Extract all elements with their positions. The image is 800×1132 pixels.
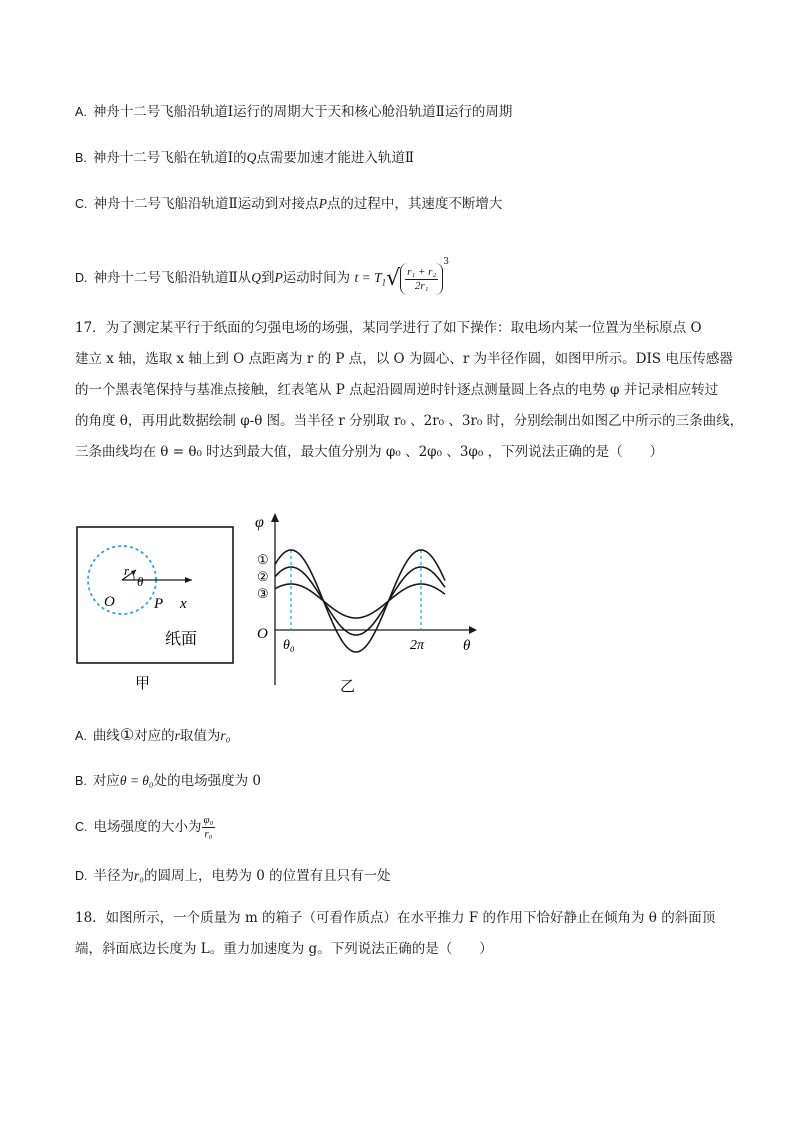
tick-theta0: θ₀ [283, 638, 295, 653]
origin-label: O [257, 626, 268, 642]
figure-jia [70, 520, 240, 695]
label-theta: θ [137, 574, 144, 589]
curve-label-3: ③ [257, 586, 269, 601]
axis-label-phi: φ [255, 514, 264, 531]
curve-label-2: ② [257, 569, 269, 584]
q16-option-b: B. 神舟十二号飞船在轨道Ⅰ的Q点需要加速才能进入轨道Ⅱ [75, 150, 415, 166]
curve-3 [275, 584, 445, 618]
tick-2pi: 2π [410, 638, 425, 653]
x-axis-arrow [469, 626, 477, 634]
label-O: O [104, 594, 115, 610]
q17-option-c: C. 电场强度的大小为 $\frac{\text{φ₀}}{\text{r₀}}$ [75, 814, 214, 840]
caption-jia: 甲 [135, 676, 151, 692]
q16-option-a: A. 神舟十二号飞船沿轨道Ⅰ运行的周期大于天和核心舱沿轨道Ⅱ运行的周期 [75, 104, 513, 120]
label-paper: 纸面 [165, 631, 198, 648]
axis-label-theta: θ [463, 638, 471, 654]
y-axis-arrow [271, 513, 279, 522]
sqrt-symbol: √ [386, 265, 401, 291]
x-axis-arrow [185, 577, 192, 583]
figure-yi-chart [245, 505, 495, 695]
q17-option-b: B. 对应θ = θ₀处的电场强度为 0 [75, 773, 262, 789]
q16-option-d: D. 神舟十二号飞船沿轨道Ⅱ从Q到P运动时间为 $t = T_1√$ $\frac{\text{r₁ + r₂}}{\text{2r₁}}$ $^3$ [75, 248, 449, 297]
formula-fraction: $\frac{\text{r₁ + r₂}}{\text{2r₁}}$ [407, 265, 437, 292]
q16-option-c: C. 神舟十二号飞船沿轨道Ⅱ运动到对接点P点的过程中，其速度不断增大 [75, 196, 503, 212]
label-r: r [124, 563, 130, 578]
curve-label-1: ① [257, 552, 269, 567]
formula-lhs: t = T [354, 270, 382, 285]
curve-2 [275, 567, 445, 635]
label-x: x [180, 596, 187, 612]
curve-1 [275, 550, 445, 652]
q17-option-a: A. 曲线①对应的r取值为r₀ [75, 725, 231, 744]
q18-stem: 18．如图所示，一个质量为 m 的箱子（可看作质点）在水平推力 F 的作用下恰好静止在倾角为 θ 的斜面顶 端，斜面底边长度为 L。重力加速度为 g。下列说法正确的是（ ） [75, 910, 716, 957]
label-P: P [154, 596, 164, 612]
q17-stem: 17．为了测定某平行于纸面的匀强电场的场强，某同学进行了如下操作：取电场内某一位置为坐标原点 O 建立 x 轴，选取 x 轴上到 O 点距离为 r 的 P 点，以 O 为圆心、r 为半径作圆，如图甲所示。DIS 电压传感器 的一个黑表笔保持与基准点接触，红表笔从 P 点起沿圆周逆时针逐点测量圆上各点的电势 φ 并记录相应转过 的角度 θ，再用此数据绘制 φ-θ 图。当半径 r 分别取 r₀ 、2r₀ 、3r₀ 时，分别绘制出如图乙中所示的三条曲线， 三条曲线均在 θ = θ₀ 时达到最大值，最大值分别为 φ₀ 、2φ₀ 、3φ₀ ，下列说法正确的是（ ） [75, 320, 744, 460]
formula-exponent: 3 [443, 257, 450, 267]
curves-group [275, 550, 445, 652]
q17-option-d: D. 半径为r₀的圆周上，电势为 0 的位置有且只有一处 [75, 868, 391, 884]
field-strength-fraction: $\frac{\text{φ₀}}{\text{r₀}}$ [203, 814, 214, 840]
paper-border [77, 527, 233, 663]
caption-yi: 乙 [340, 679, 356, 695]
formula-parenthesis [400, 263, 443, 295]
